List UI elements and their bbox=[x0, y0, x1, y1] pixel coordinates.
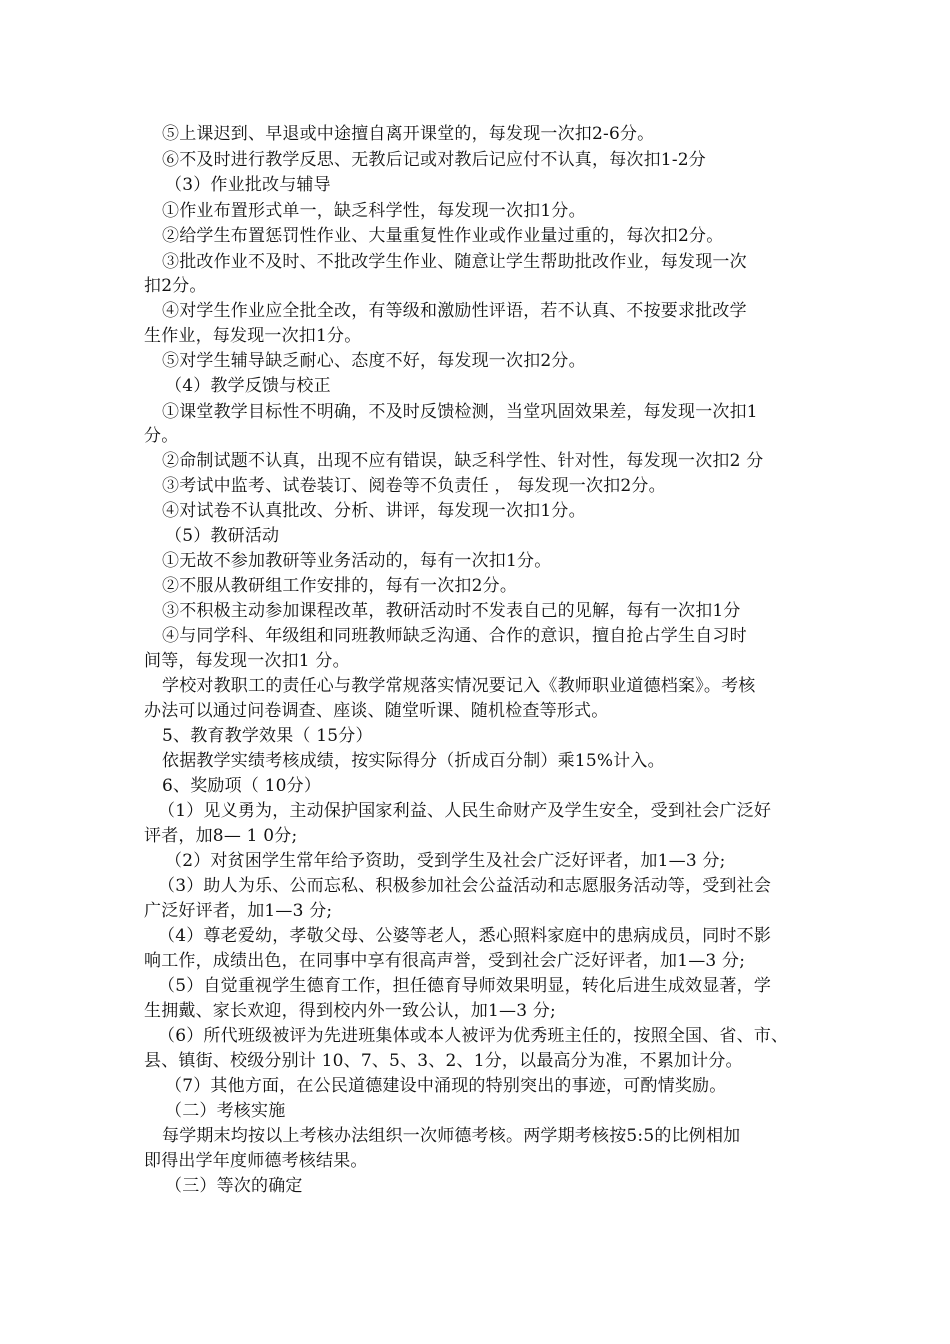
text-line: 依据教学实绩考核成绩，按实际得分（折成百分制）乘15%计入。 bbox=[162, 751, 665, 771]
text-line: ⑤上课迟到、早退或中途擅自离开课堂的，每发现一次扣2-6分。 bbox=[162, 124, 655, 144]
text-line: （4）尊老爱幼，孝敬父母、公婆等老人，悉心照料家庭中的患病成员，同时不影 bbox=[158, 926, 772, 946]
text-line: ①无故不参加教研等业务活动的，每有一次扣1分。 bbox=[162, 551, 552, 571]
text-line: ③批改作业不及时、不批改学生作业、随意让学生帮助批改作业，每发现一次 bbox=[162, 252, 747, 272]
text-line: 间等，每发现一次扣1 分。 bbox=[144, 651, 350, 671]
text-line: 响工作，成绩出色，在同事中享有很高声誉，受到社会广泛好评者，加1—3 分; bbox=[144, 951, 746, 971]
text-line: （1）见义勇为，主动保护国家利益、人民生命财产及学生安全，受到社会广泛好 bbox=[158, 801, 772, 821]
section-heading: （5）教研活动 bbox=[165, 526, 280, 546]
text-line: ④对学生作业应全批全改，有等级和激励性评语，若不认真、不按要求批改学 bbox=[162, 301, 747, 321]
section-heading: 6、奖励项（ 10分） bbox=[162, 776, 322, 796]
section-heading: （4）教学反馈与校正 bbox=[165, 376, 331, 396]
text-line: （7）其他方面，在公民道德建设中涌现的特别突出的事迹，可酌情奖励。 bbox=[165, 1076, 727, 1096]
text-line: 评者，加8— 1 0分; bbox=[144, 826, 298, 846]
text-line: 每学期末均按以上考核办法组织一次师德考核。两学期考核按5:5的比例相加 bbox=[162, 1126, 741, 1146]
section-heading: （3）作业批改与辅导 bbox=[165, 175, 331, 195]
section-heading: （二）考核实施 bbox=[165, 1101, 286, 1121]
text-line: ②不服从教研组工作安排的，每有一次扣2分。 bbox=[162, 576, 518, 596]
text-line: ④与同学科、年级组和同班教师缺乏沟通、合作的意识，擅自抢占学生自习时 bbox=[162, 626, 747, 646]
text-line: 生作业，每发现一次扣1分。 bbox=[144, 326, 362, 346]
text-line: （2）对贫困学生常年给予资助，受到学生及社会广泛好评者，加1—3 分; bbox=[165, 851, 726, 871]
text-line: 分。 bbox=[144, 426, 179, 446]
text-line: （5）自觉重视学生德育工作，担任德育导师效果明显，转化后进生成效显著，学 bbox=[158, 976, 772, 996]
text-line: 县、镇街、校级分别计 10、7、5、3、2、1分，以最高分为准，不累加计分。 bbox=[144, 1051, 743, 1071]
text-line: ③不积极主动参加课程改革，教研活动时不发表自己的见解，每有一次扣1分 bbox=[162, 601, 741, 621]
text-line: （6）所代班级被评为先进班集体或本人被评为优秀班主任的，按照全国、省、市、 bbox=[158, 1026, 789, 1046]
text-line: ②命制试题不认真，出现不应有错误，缺乏科学性、针对性，每发现一次扣2 分 bbox=[162, 451, 764, 471]
text-line: 生拥戴、家长欢迎，得到校内外一致公认，加1—3 分; bbox=[144, 1001, 556, 1021]
text-line: ④对试卷不认真批改、分析、讲评，每发现一次扣1分。 bbox=[162, 501, 586, 521]
section-heading: 5、教育教学效果（ 15分） bbox=[162, 726, 373, 746]
text-line: ①作业布置形式单一，缺乏科学性，每发现一次扣1分。 bbox=[162, 201, 586, 221]
text-line: ⑥不及时进行教学反思、无教后记或对教后记应付不认真，每次扣1-2分 bbox=[162, 150, 706, 170]
text-line: 学校对教职工的责任心与教学常规落实情况要记入《教师职业道德档案》。考核 bbox=[162, 676, 756, 696]
text-line: ③考试中监考、试卷装订、阅卷等不负责任 ， 每发现一次扣2分。 bbox=[162, 476, 666, 496]
text-line: 即得出学年度师德考核结果。 bbox=[144, 1151, 368, 1171]
text-line: 办法可以通过问卷调查、座谈、随堂听课、随机检查等形式。 bbox=[144, 701, 609, 721]
text-line: 广泛好评者，加1—3 分; bbox=[144, 901, 333, 921]
text-line: 扣2分。 bbox=[144, 276, 207, 296]
text-line: ①课堂教学目标性不明确，不及时反馈检测，当堂巩固效果差，每发现一次扣1 bbox=[162, 402, 758, 422]
text-line: （3）助人为乐、公而忘私、积极参加社会公益活动和志愿服务活动等，受到社会 bbox=[158, 876, 772, 896]
text-line: ②给学生布置惩罚性作业、大量重复性作业或作业量过重的，每次扣2分。 bbox=[162, 226, 724, 246]
text-line: ⑤对学生辅导缺乏耐心、态度不好，每发现一次扣2分。 bbox=[162, 351, 586, 371]
section-heading: （三）等次的确定 bbox=[165, 1176, 303, 1196]
